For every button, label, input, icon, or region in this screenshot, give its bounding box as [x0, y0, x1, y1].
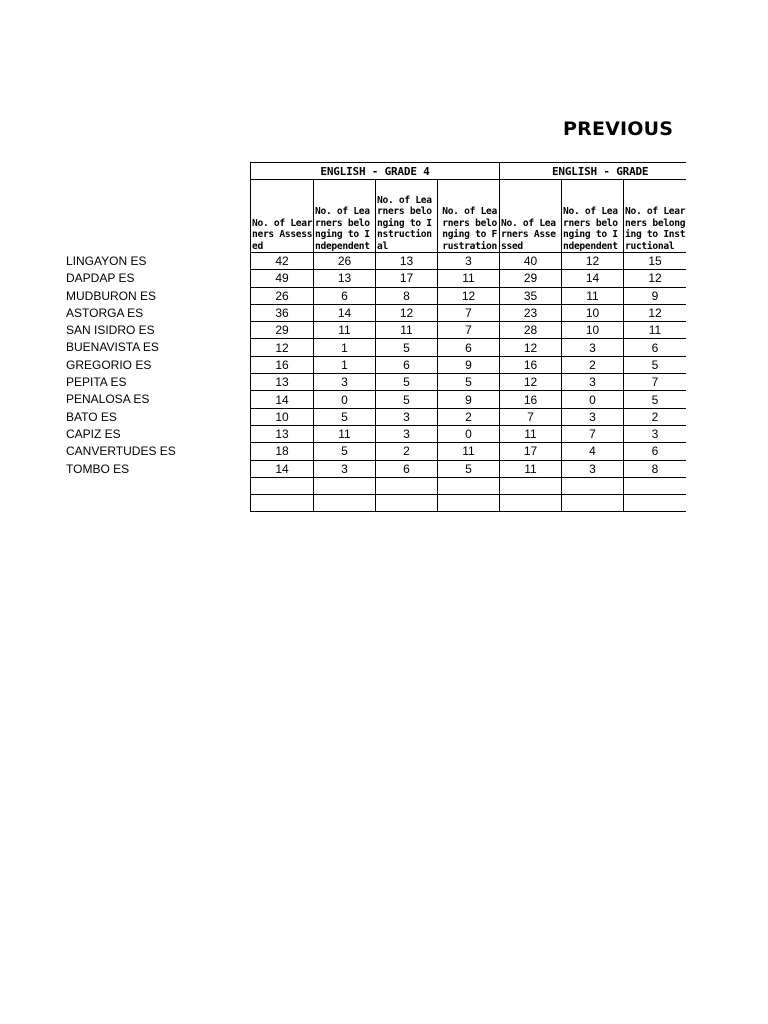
empty-table-cell [500, 477, 562, 494]
table-cell: 10 [251, 408, 314, 425]
table-cell: 7 [500, 408, 562, 425]
column-header: No. of Learners belonging to Instructional [624, 180, 687, 253]
school-name-list [66, 253, 176, 478]
table-cell: 1 [314, 339, 376, 356]
table-cell: 5 [376, 339, 438, 356]
table-cell: 11 [438, 270, 500, 287]
table-cell: 12 [562, 253, 624, 270]
table-cell: 12 [624, 270, 687, 287]
table-cell: 23 [500, 304, 562, 321]
table-cell: 6 [376, 460, 438, 477]
table-cell: 5 [624, 356, 687, 373]
table-cell: 35 [500, 287, 562, 304]
table-cell: 13 [251, 374, 314, 391]
table-cell: 16 [251, 356, 314, 373]
table-cell: 28 [500, 322, 562, 339]
table-cell: 11 [376, 322, 438, 339]
table-cell: 12 [500, 339, 562, 356]
table-cell: 3 [562, 460, 624, 477]
table-cell: 5 [438, 460, 500, 477]
table-row [251, 339, 687, 356]
table-cell: 7 [438, 304, 500, 321]
empty-table-cell [562, 495, 624, 512]
empty-table-cell [314, 477, 376, 494]
table-cell: 3 [624, 425, 687, 442]
table-cell: 11 [500, 425, 562, 442]
school-name: CANVERTUDES ES [66, 444, 176, 459]
table-cell: 8 [624, 460, 687, 477]
column-header: No. of Learners belonging to Frustration [438, 180, 500, 253]
table-row [251, 391, 687, 408]
school-name: PENALOSA ES [66, 392, 150, 407]
table-cell: 36 [251, 304, 314, 321]
table-cell: 3 [314, 374, 376, 391]
table-cell: 13 [314, 270, 376, 287]
table-row [251, 460, 687, 477]
table-cell: 14 [314, 304, 376, 321]
table-cell: 12 [251, 339, 314, 356]
empty-table-cell [251, 477, 314, 494]
table-cell: 14 [251, 391, 314, 408]
empty-table-cell [624, 495, 687, 512]
table-cell: 18 [251, 443, 314, 460]
table-cell: 5 [376, 391, 438, 408]
table-cell: 40 [500, 253, 562, 270]
table-cell: 9 [438, 391, 500, 408]
table-cell: 12 [376, 304, 438, 321]
table-cell: 12 [438, 287, 500, 304]
school-name: TOMBO ES [66, 461, 130, 476]
school-name: SAN ISIDRO ES [66, 323, 155, 338]
column-header: No. of Learners Assessed [251, 180, 314, 253]
table-cell: 5 [624, 391, 687, 408]
table-cell: 5 [314, 443, 376, 460]
table-cell: 11 [438, 443, 500, 460]
empty-table-cell [376, 477, 438, 494]
table-cell: 2 [624, 408, 687, 425]
results-table [250, 162, 686, 512]
empty-table-cell [438, 477, 500, 494]
school-name: LINGAYON ES [66, 254, 147, 268]
empty-table-cell [376, 495, 438, 512]
results-table-container [250, 162, 686, 512]
table-row [251, 443, 687, 460]
table-cell: 3 [562, 374, 624, 391]
table-cell: 14 [251, 460, 314, 477]
school-name: BUENAVISTA ES [66, 340, 159, 355]
column-header: No. of Learners belonging to Independent [314, 180, 376, 253]
table-cell: 10 [562, 322, 624, 339]
table-row [251, 253, 687, 270]
empty-table-row [251, 495, 687, 512]
table-cell: 3 [438, 253, 500, 270]
table-cell: 8 [376, 287, 438, 304]
table-cell: 11 [314, 425, 376, 442]
table-cell: 13 [376, 253, 438, 270]
table-cell: 11 [624, 322, 687, 339]
table-cell: 16 [500, 391, 562, 408]
empty-table-row [251, 477, 687, 494]
school-name: CAPIZ ES [66, 426, 121, 441]
empty-table-cell [251, 495, 314, 512]
table-cell: 3 [376, 425, 438, 442]
school-name: ASTORGA ES [66, 305, 144, 320]
table-cell: 42 [251, 253, 314, 270]
column-header: No. of Learners Assessed [500, 180, 562, 253]
table-cell: 6 [314, 287, 376, 304]
table-row [251, 270, 687, 287]
table-cell: 4 [562, 443, 624, 460]
empty-table-cell [562, 477, 624, 494]
table-cell: 49 [251, 270, 314, 287]
table-row [251, 374, 687, 391]
school-name: BATO ES [66, 409, 117, 424]
table-cell: 11 [314, 322, 376, 339]
table-cell: 2 [376, 443, 438, 460]
table-cell: 7 [624, 374, 687, 391]
table-cell: 0 [562, 391, 624, 408]
table-cell: 29 [500, 270, 562, 287]
table-cell: 26 [251, 287, 314, 304]
table-row [251, 322, 687, 339]
table-cell: 13 [251, 425, 314, 442]
table-cell: 15 [624, 253, 687, 270]
table-cell: 26 [314, 253, 376, 270]
column-header: No. of Learners belonging to Independent [562, 180, 624, 253]
empty-table-cell [500, 495, 562, 512]
table-cell: 3 [376, 408, 438, 425]
table-cell: 6 [624, 339, 687, 356]
table-cell: 11 [500, 460, 562, 477]
table-row [251, 425, 687, 442]
empty-table-cell [314, 495, 376, 512]
empty-table-cell [624, 477, 687, 494]
table-cell: 16 [500, 356, 562, 373]
table-cell: 0 [314, 391, 376, 408]
table-cell: 6 [624, 443, 687, 460]
table-cell: 3 [562, 339, 624, 356]
table-cell: 3 [314, 460, 376, 477]
table-cell: 17 [500, 443, 562, 460]
school-name: GREGORIO ES [66, 357, 152, 372]
table-cell: 2 [438, 408, 500, 425]
table-cell: 9 [438, 356, 500, 373]
table-cell: 12 [624, 304, 687, 321]
table-cell: 6 [376, 356, 438, 373]
table-cell: 6 [438, 339, 500, 356]
group-header-next-grade: ENGLISH - GRADE [500, 163, 687, 180]
school-name: PEPITA ES [66, 375, 127, 390]
table-cell: 1 [314, 356, 376, 373]
table-cell: 17 [376, 270, 438, 287]
table-row [251, 408, 687, 425]
table-row [251, 356, 687, 373]
table-cell: 3 [562, 408, 624, 425]
table-cell: 10 [562, 304, 624, 321]
table-cell: 7 [438, 322, 500, 339]
table-cell: 12 [500, 374, 562, 391]
school-name: MUDBURON ES [66, 288, 157, 303]
table-cell: 2 [562, 356, 624, 373]
table-cell: 29 [251, 322, 314, 339]
table-cell: 7 [562, 425, 624, 442]
table-cell: 14 [562, 270, 624, 287]
table-cell: 9 [624, 287, 687, 304]
column-header: No. of Learners belonging to Instructional [376, 180, 438, 253]
table-row [251, 287, 687, 304]
group-header-grade-4: ENGLISH - GRADE 4 [251, 163, 500, 180]
empty-table-cell [438, 495, 500, 512]
page-title: PREVIOUS [563, 118, 674, 140]
table-cell: 0 [438, 425, 500, 442]
table-cell: 5 [376, 374, 438, 391]
table-cell: 5 [438, 374, 500, 391]
table-row [251, 304, 687, 321]
table-cell: 5 [314, 408, 376, 425]
table-cell: 11 [562, 287, 624, 304]
school-name: DAPDAP ES [66, 271, 135, 286]
